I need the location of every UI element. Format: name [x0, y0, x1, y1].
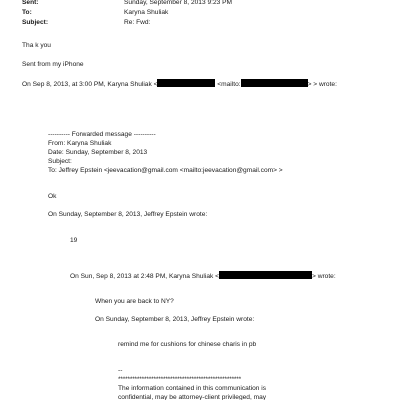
forwarded-from: From: Karyna Shuliak [48, 140, 112, 147]
back-ny-line: When you are back to NY? [95, 298, 174, 305]
separator-dashes: -- [118, 367, 123, 374]
nineteen-line: 19 [70, 237, 78, 244]
forwarded-header: ---------- Forwarded message ---------- [48, 131, 156, 138]
forwarded-subject: Subject: [48, 158, 72, 165]
sent-value: Sunday, September 8, 2013 9:23 PM [124, 0, 233, 6]
to-label: To: [22, 9, 32, 16]
subject-value: Re: Fwd: [124, 19, 151, 26]
disclaimer-line-2: confidential, may be attorney-client privileged, may [118, 394, 267, 400]
redaction-box [157, 79, 215, 87]
quote-line-4: On Sunday, September 8, 2013, Jeffrey Epstein wrote: [95, 316, 255, 323]
subject-label: Subject: [22, 19, 49, 26]
forwarded-date: Date: Sunday, September 8, 2013 [48, 149, 148, 156]
remind-line: remind me for cushions for chinese charis in pb [118, 341, 257, 348]
quote1-mid: <mailto: [217, 81, 241, 88]
quote3-suffix: > wrote: [312, 273, 336, 280]
bottom-cutoff [0, 394, 400, 400]
redaction-box [219, 271, 312, 279]
sent-from-line: Sent from my iPhone [22, 61, 84, 68]
to-value: Karyna Shuliak [124, 9, 169, 16]
forwarded-to: To: Jeffrey Epstein <jeevacation@gmail.com <mailto:jeevacation@gmail.com> > [48, 167, 283, 174]
thanks-line: Tha k you [22, 42, 51, 49]
quote1-prefix: On Sep 8, 2013, at 3:00 PM, Karyna Shuliak < [22, 81, 158, 88]
disclaimer-line-1: The information contained in this communication is [118, 385, 267, 392]
quote-line-1 [22, 79, 337, 89]
quote1-suffix: > > wrote: [307, 81, 337, 88]
redaction-box [241, 79, 308, 87]
quote-line-2: On Sunday, September 8, 2013, Jeffrey Epstein wrote: [48, 211, 208, 218]
sent-label: Sent: [22, 0, 39, 6]
ok-line: Ok [48, 193, 57, 200]
asterisk-rule: **************************************************** [118, 376, 242, 383]
quote3-prefix: On Sun, Sep 8, 2013 at 2:48 PM, Karyna Shuliak < [70, 273, 220, 280]
quote-line-3 [70, 271, 336, 281]
